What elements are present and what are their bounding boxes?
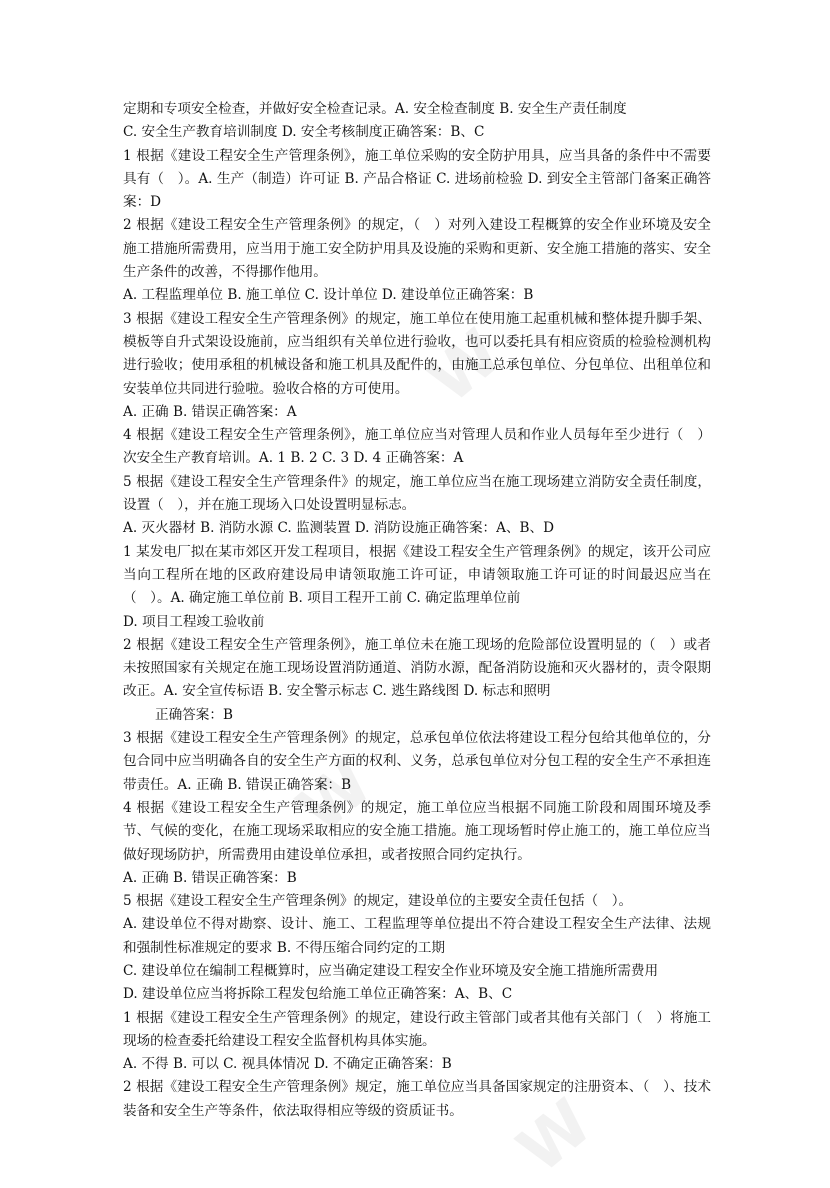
question-paragraph: 5 根据《建设工程安全生产管理条件》的规定，施工单位应当在施工现场建立消防安全责任制度，设置（ ），并在施工现场入口处设置明显标志。: [123, 473, 711, 514]
question-paragraph: 2 根据《建设工程安全生产管理条例》，施工单位未在施工现场的危险部位设置明显的（ ）或者未按照国家有关规定在施工现场设置消防通道、消防水源，配备消防设施和灭火器材的，责令限期改正。A. 安全宣传标语 B. 安全警示标志 C. 逃生路线图 D. 标志和照明: [123, 636, 711, 700]
question-paragraph: 1 根据《建设工程安全生产管理条例》，施工单位采购的安全防护用具，应当具备的条件中不需要具有（ ）。A. 生产（制造）许可证 B. 产品合格证 C. 进场前检验 D. 到安全主管部门备案正确答案：D: [123, 147, 711, 211]
option-paragraph: D. 项目工程竣工验收前: [123, 613, 265, 630]
question-paragraph: 1 某发电厂拟在某市郊区开发工程项目，根据《建设工程安全生产管理条例》的规定，该开公司应当向工程所在地的区政府建设局申请领取施工许可证，申请领取施工许可证的时间最迟应当在（ ）。A. 确定施工单位前 B. 项目工程开工前 C. 确定监理单位前: [123, 543, 711, 607]
option-paragraph: C. 建设单位在编制工程概算时，应当确定建设工程安全作业环境及安全施工措施所需费用: [123, 962, 659, 979]
answer-paragraph: A. 正确 B. 错误正确答案：A: [123, 403, 297, 420]
paragraph: C. 安全生产教育培训制度 D. 安全考核制度正确答案：B、C: [123, 124, 485, 141]
answer-paragraph: A. 不得 B. 可以 C. 视具体情况 D. 不确定正确答案：B: [123, 1056, 452, 1073]
option-paragraph: A. 建设单位不得对勘察、设计、施工、工程监理等单位提出不符合建设工程安全生产法律、法规和强制性标准规定的要求 B. 不得压缩合同约定的工期: [123, 916, 711, 956]
question-paragraph: 5 根据《建设工程安全生产管理条例》的规定，建设单位的主要安全责任包括（ ）。: [123, 893, 633, 910]
question-paragraph: 3 根据《建设工程安全生产管理条例》的规定，施工单位在使用施工起重机械和整体提升脚手架、模板等自升式架设设施前，应当组织有关单位进行验收，也可以委托具有相应资质的检验检测机构进行验收；使用承租的机械设备和施工机具及配件的，由施工总承包单位、分包单位、出租单位和安装单位共同进行验啦。验收合格的方可使用。: [123, 310, 711, 397]
document-body: [123, 98, 711, 1123]
answer-paragraph: 正确答案：B: [155, 706, 233, 723]
watermark: W: [284, 745, 387, 849]
question-paragraph: 1 根据《建设工程安全生产管理条例》的规定，建设行政主管部门或者其他有关部门（ ）将施工现场的检查委托给建设工程安全监督机构具体实施。: [123, 1009, 711, 1049]
question-paragraph: 4 根据《建设工程安全生产管理条例》的规定，施工单位应当根据不同施工阶段和周围环境及季节、气候的变化，在施工现场采取相应的安全施工措施。施工现场暂时停止施工的，施工单位应当做好现场防护，所需费用由建设单位承担，或者按照合同约定执行。: [123, 799, 711, 863]
question-paragraph: 3 根据《建设工程安全生产管理条例》的规定，总承包单位依法将建设工程分包给其他单位的，分包合同中应当明确各自的安全生产方面的权利、义务，总承包单位对分包工程的安全生产不承担连带责任。A. 正确 B. 错误正确答案：B: [123, 730, 711, 793]
question-paragraph: 2 根据《建设工程安全生产管理条例》的规定，（ ）对列入建设工程概算的安全作业环境及安全施工措施所需费用，应当用于施工安全防护用具及设施的采购和更新、安全施工措施的落实、安全生产条件的改善，不得挪作他用。: [123, 217, 711, 281]
paragraph: 定期和专项安全检查，并做好安全检查记录。A. 安全检查制度 B. 安全生产责任制度: [123, 101, 627, 117]
answer-paragraph: D. 建设单位应当将拆除工程发包给施工单位正确答案：A、B、C: [123, 986, 513, 1003]
answer-paragraph: A. 灭火器材 B. 消防水源 C. 监测装置 D. 消防设施正确答案：A、B、D: [123, 520, 555, 537]
question-paragraph: 2 根据《建设工程安全生产管理条例》规定，施工单位应当具备国家规定的注册资本、（ ）、技术装备和安全生产等条件，依法取得相应等级的资质证书。: [123, 1079, 711, 1119]
answer-paragraph: A. 正确 B. 错误正确答案：B: [123, 869, 297, 886]
watermark: W: [414, 315, 517, 419]
answer-paragraph: A. 工程监理单位 B. 施工单位 C. 设计单位 D. 建设单位正确答案：B: [123, 287, 534, 304]
question-paragraph: 4 根据《建设工程安全生产管理条例》，施工单位应当对管理人员和作业人员每年至少进行（ ）次安全生产教育培训。A. 1 B. 2 C. 3 D. 4 正确答案：A: [123, 427, 711, 467]
watermark: W: [504, 1085, 607, 1188]
